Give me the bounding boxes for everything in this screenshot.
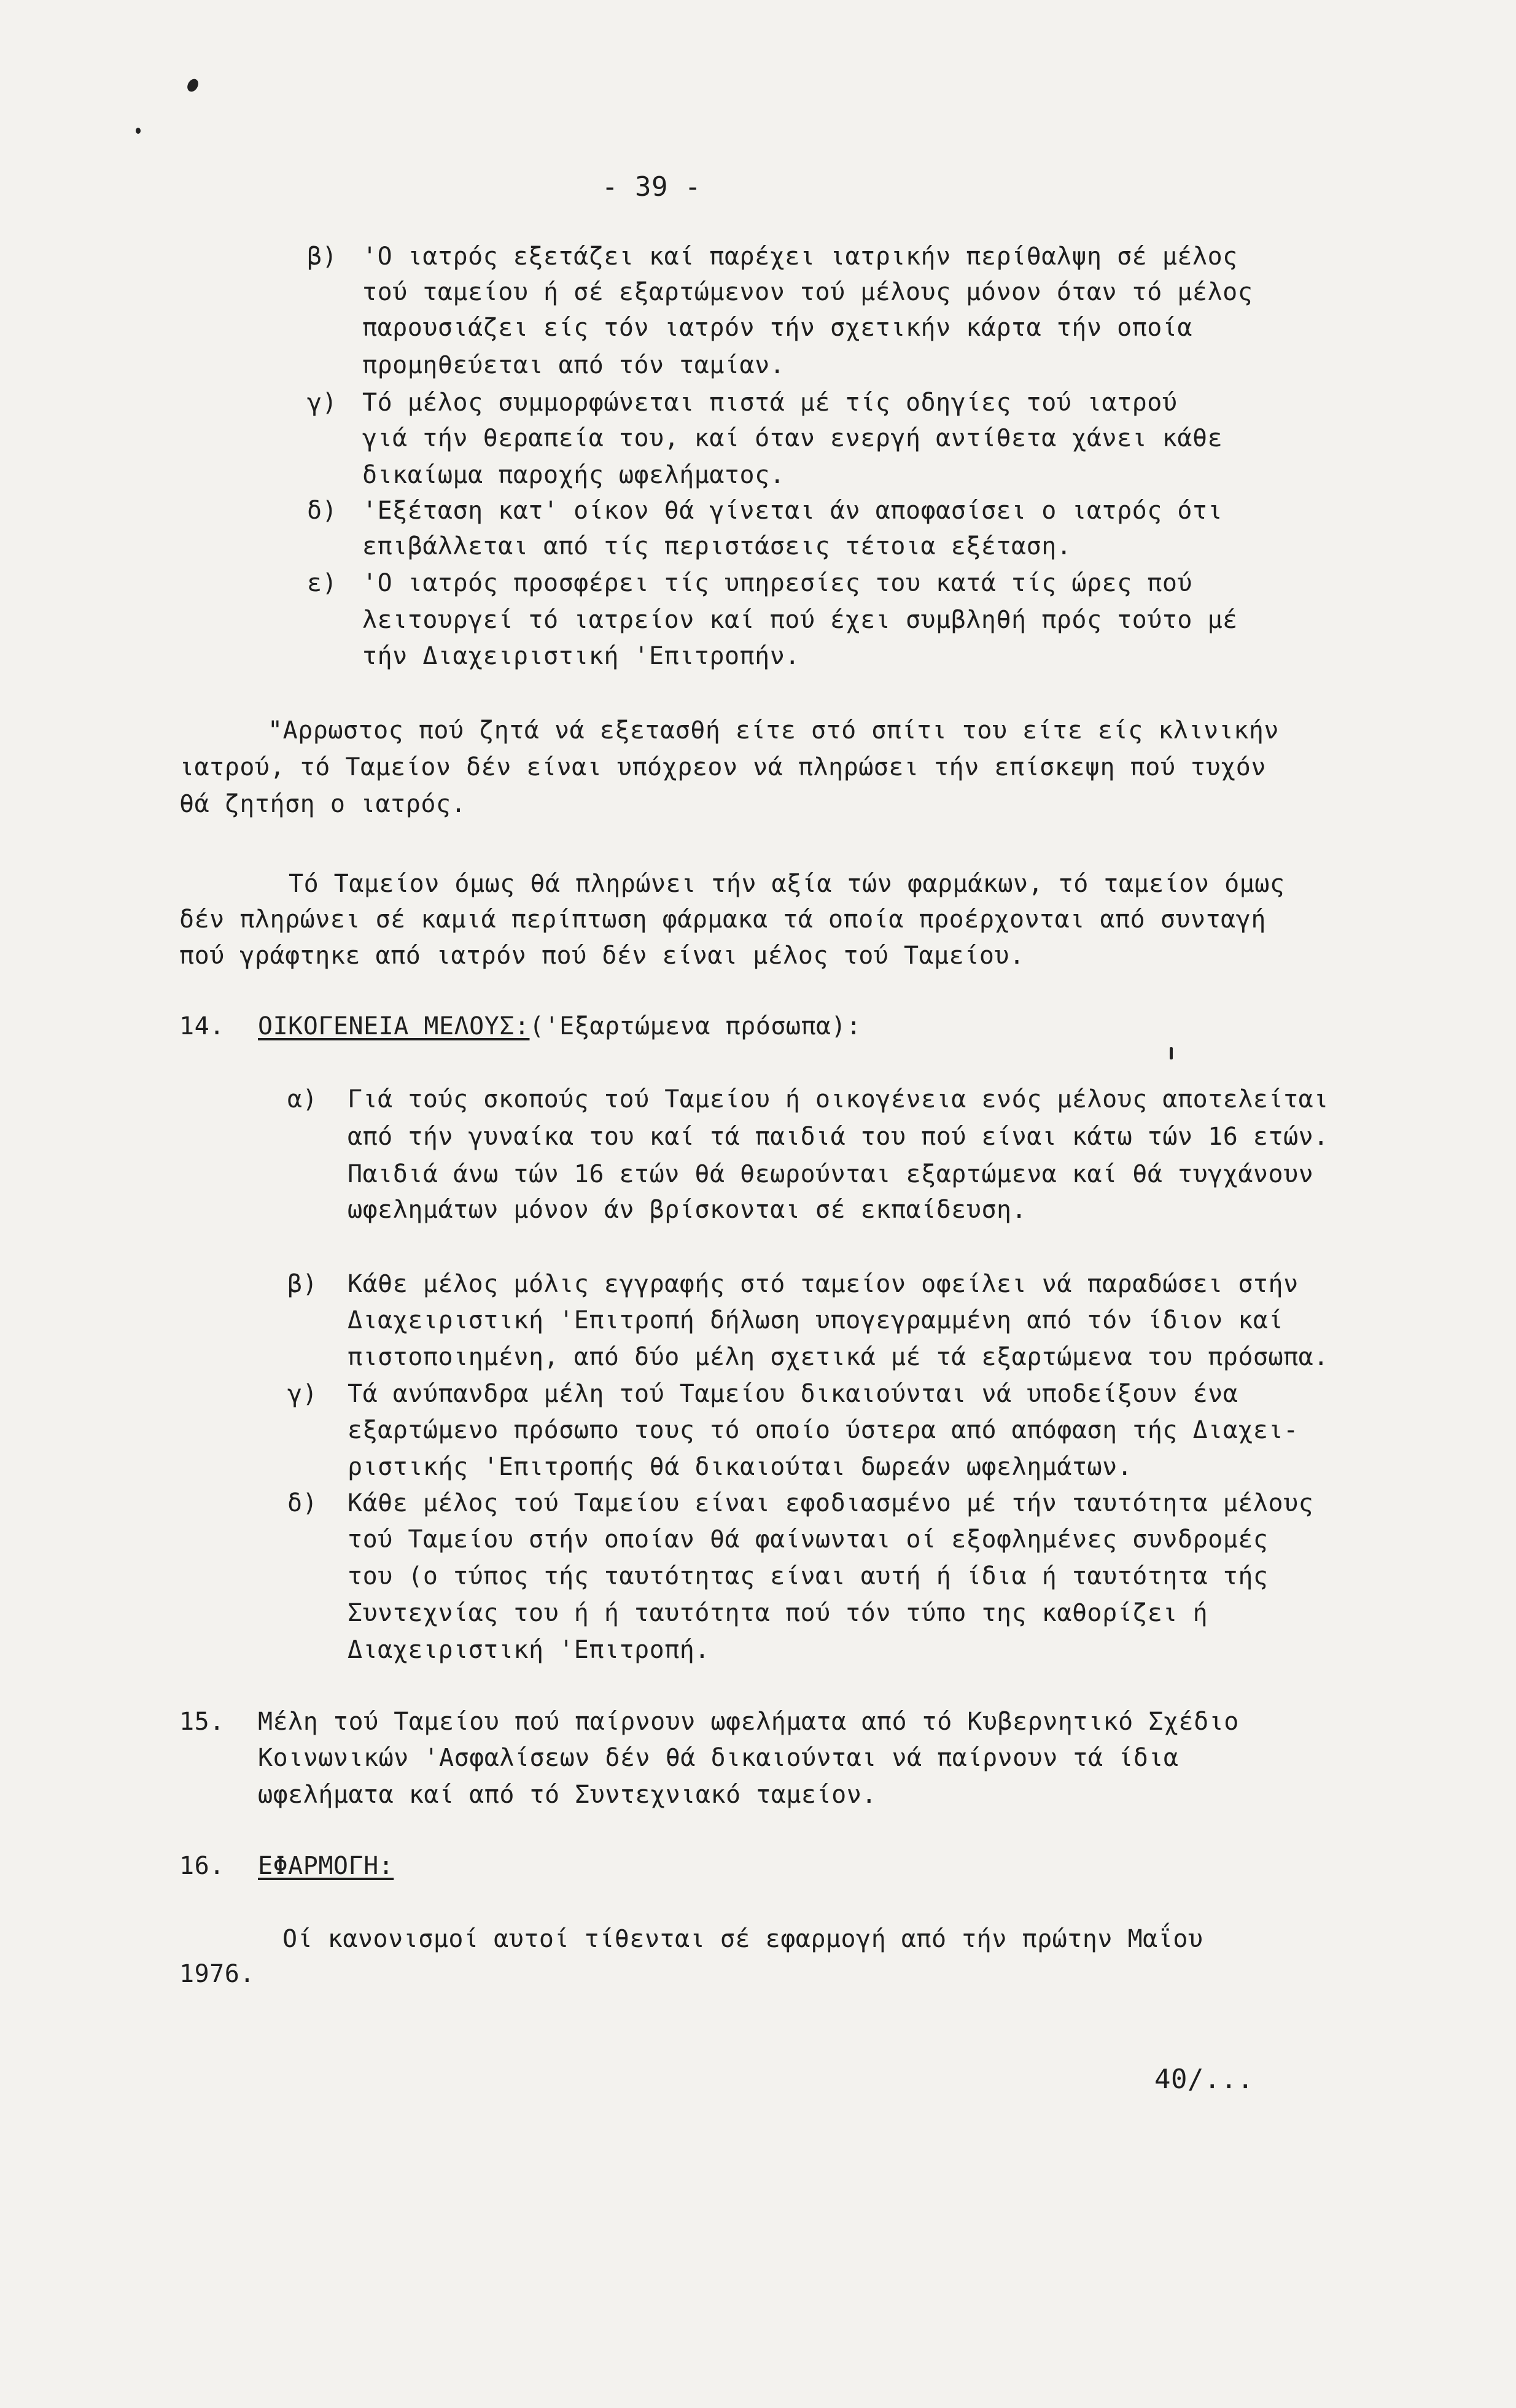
item-line: προμηθεύεται από τόν ταμίαν.: [362, 351, 785, 379]
item-line: Γιά τούς σκοπούς τού Ταμείου ή οικογένεια ενός μέλους αποτελείται: [348, 1085, 1329, 1113]
section-line: Μέλη τού Ταμείου πού παίρνουν ωφελήματα από τό Κυβερνητικό Σχέδιο: [258, 1708, 1239, 1736]
item-line: ριστικής 'Επιτροπής θά δικαιούται δωρεάν ωφελημάτων.: [348, 1453, 1133, 1481]
item-line: Τά ανύπανδρα μέλη τού Ταμείου δικαιούνται νά υποδείξουν ένα: [348, 1380, 1238, 1408]
item-line: τού Ταμείου στήν οποίαν θά φαίνωνται οί εξοφλημένες συνδρομές: [348, 1525, 1269, 1554]
section-title: ΕΦΑΡΜΟΓΗ:: [258, 1852, 394, 1880]
section-line: ωφελήματα καί από τό Συντεχνιακό ταμείον.: [258, 1781, 877, 1809]
item-label: γ): [307, 389, 338, 417]
item-label: δ): [287, 1489, 318, 1517]
item-line: του (ο τύπος τής ταυτότητας είναι αυτή ή ίδια ή ταυτότητα τής: [348, 1562, 1269, 1590]
item-line: εξαρτώμενο πρόσωπο τους τό οποίο ύστερα από απόφαση τής Διαχει-: [348, 1416, 1299, 1444]
section-number: 15.: [179, 1708, 225, 1736]
item-line: Παιδιά άνω τών 16 ετών θά θεωρούνται εξαρτώμενα καί θά τυγχάνουν: [348, 1160, 1314, 1188]
paragraph-line: δέν πληρώνει σέ καμιά περίπτωση φάρμακα τά οποία προέρχονται από συνταγή: [179, 905, 1266, 934]
item-label: ε): [307, 569, 338, 597]
item-line: παρουσιάζει είς τόν ιατρόν τήν σχετικήν κάρτα τήν οποία: [362, 314, 1193, 342]
item-line: επιβάλλεται από τίς περιστάσεις τέτοια εξέταση.: [362, 532, 1072, 560]
paragraph-line: ιατρού, τό Ταμείον δέν είναι υπόχρεον νά πληρώσει τήν επίσκεψη πού τυχόν: [179, 753, 1266, 781]
section-subtitle: ('Εξαρτώμενα πρόσωπα):: [529, 1012, 861, 1040]
section-title: ΟΙΚΟΓΕΝΕΙΑ ΜΕΛΟΥΣ:: [258, 1012, 530, 1040]
paragraph-line: θά ζητήση ο ιατρός.: [179, 790, 467, 818]
item-line: δικαίωμα παροχής ωφελήματος.: [362, 461, 785, 489]
ink-speck: [185, 77, 201, 93]
section-line: Οί κανονισμοί αυτοί τίθενται σέ εφαρμογή από τήν πρώτην Μαΐου: [282, 1925, 1203, 1953]
item-line: 'O ιατρός εξετάζει καί παρέχει ιατρικήν περίθαλψη σέ μέλος: [362, 242, 1238, 271]
item-line: ωφελημάτων μόνον άν βρίσκονται σέ εκπαίδευση.: [348, 1196, 1027, 1224]
item-line: Διαχειριστική 'Επιτροπή.: [348, 1636, 710, 1664]
item-line: γιά τήν θεραπεία του, καί όταν ενεργή αντίθετα χάνει κάθε: [362, 424, 1223, 452]
item-label: δ): [307, 497, 338, 525]
item-line: τήν Διαχειριστική 'Επιτροπήν.: [362, 642, 800, 670]
item-label: β): [307, 242, 338, 271]
item-label: β): [287, 1270, 318, 1298]
item-line: Τό μέλος συμμορφώνεται πιστά μέ τίς οδηγίες τού ιατρού: [362, 389, 1178, 417]
item-line: Κάθε μέλος τού Ταμείου είναι εφοδιασμένο μέ τήν ταυτότητα μέλους: [348, 1489, 1314, 1517]
continuation-marker: 40/...: [1154, 2064, 1254, 2095]
item-label: γ): [287, 1380, 318, 1408]
item-line: τού ταμείου ή σέ εξαρτώμενον τού μέλους μόνον όταν τό μέλος: [362, 278, 1253, 306]
page-number: - 39 -: [602, 171, 701, 203]
item-line: πιστοποιημένη, από δύο μέλη σχετικά μέ τά εξαρτώμενα του πρόσωπα.: [348, 1343, 1329, 1371]
paragraph-line: πού γράφτηκε από ιατρόν πού δέν είναι μέλος τού Ταμείου.: [179, 942, 1025, 970]
paragraph-line: "Αρρωστος πού ζητά νά εξετασθή είτε στό σπίτι του είτε είς κλινικήν: [268, 716, 1279, 745]
ink-speck: [1170, 1047, 1173, 1059]
item-line: 'O ιατρός προσφέρει τίς υπηρεσίες του κατά τίς ώρες πού: [362, 569, 1193, 597]
section-line: Κοινωνικών 'Ασφαλίσεων δέν θά δικαιούνται νά παίρνουν τά ίδια: [258, 1744, 1179, 1772]
item-line: Διαχειριστική 'Επιτροπή δήλωση υπογεγραμμένη από τόν ίδιον καί: [348, 1306, 1284, 1334]
item-line: Συντεχνίας του ή ή ταυτότητα πού τόν τύπο της καθορίζει ή: [348, 1599, 1208, 1627]
paragraph-line: Τό Ταμείον όμως θά πληρώνει τήν αξία τών φαρμάκων, τό ταμείον όμως: [289, 870, 1285, 898]
section-line: 1976.: [179, 1960, 255, 1988]
section-number: 16.: [179, 1852, 225, 1880]
item-line: λειτουργεί τό ιατρείον καί πού έχει συμβληθή πρός τούτο μέ: [362, 606, 1238, 634]
item-line: 'Εξέταση κατ' οίκον θά γίνεται άν αποφασίσει ο ιατρός ότι: [362, 497, 1223, 525]
item-label: α): [287, 1085, 318, 1113]
item-line: Κάθε μέλος μόλις εγγραφής στό ταμείον οφείλει νά παραδώσει στήν: [348, 1270, 1299, 1298]
section-number: 14.: [179, 1012, 225, 1040]
item-line: από τήν γυναίκα του καί τά παιδιά του πού είναι κάτω τών 16 ετών.: [348, 1123, 1329, 1151]
ink-speck: [136, 128, 141, 134]
